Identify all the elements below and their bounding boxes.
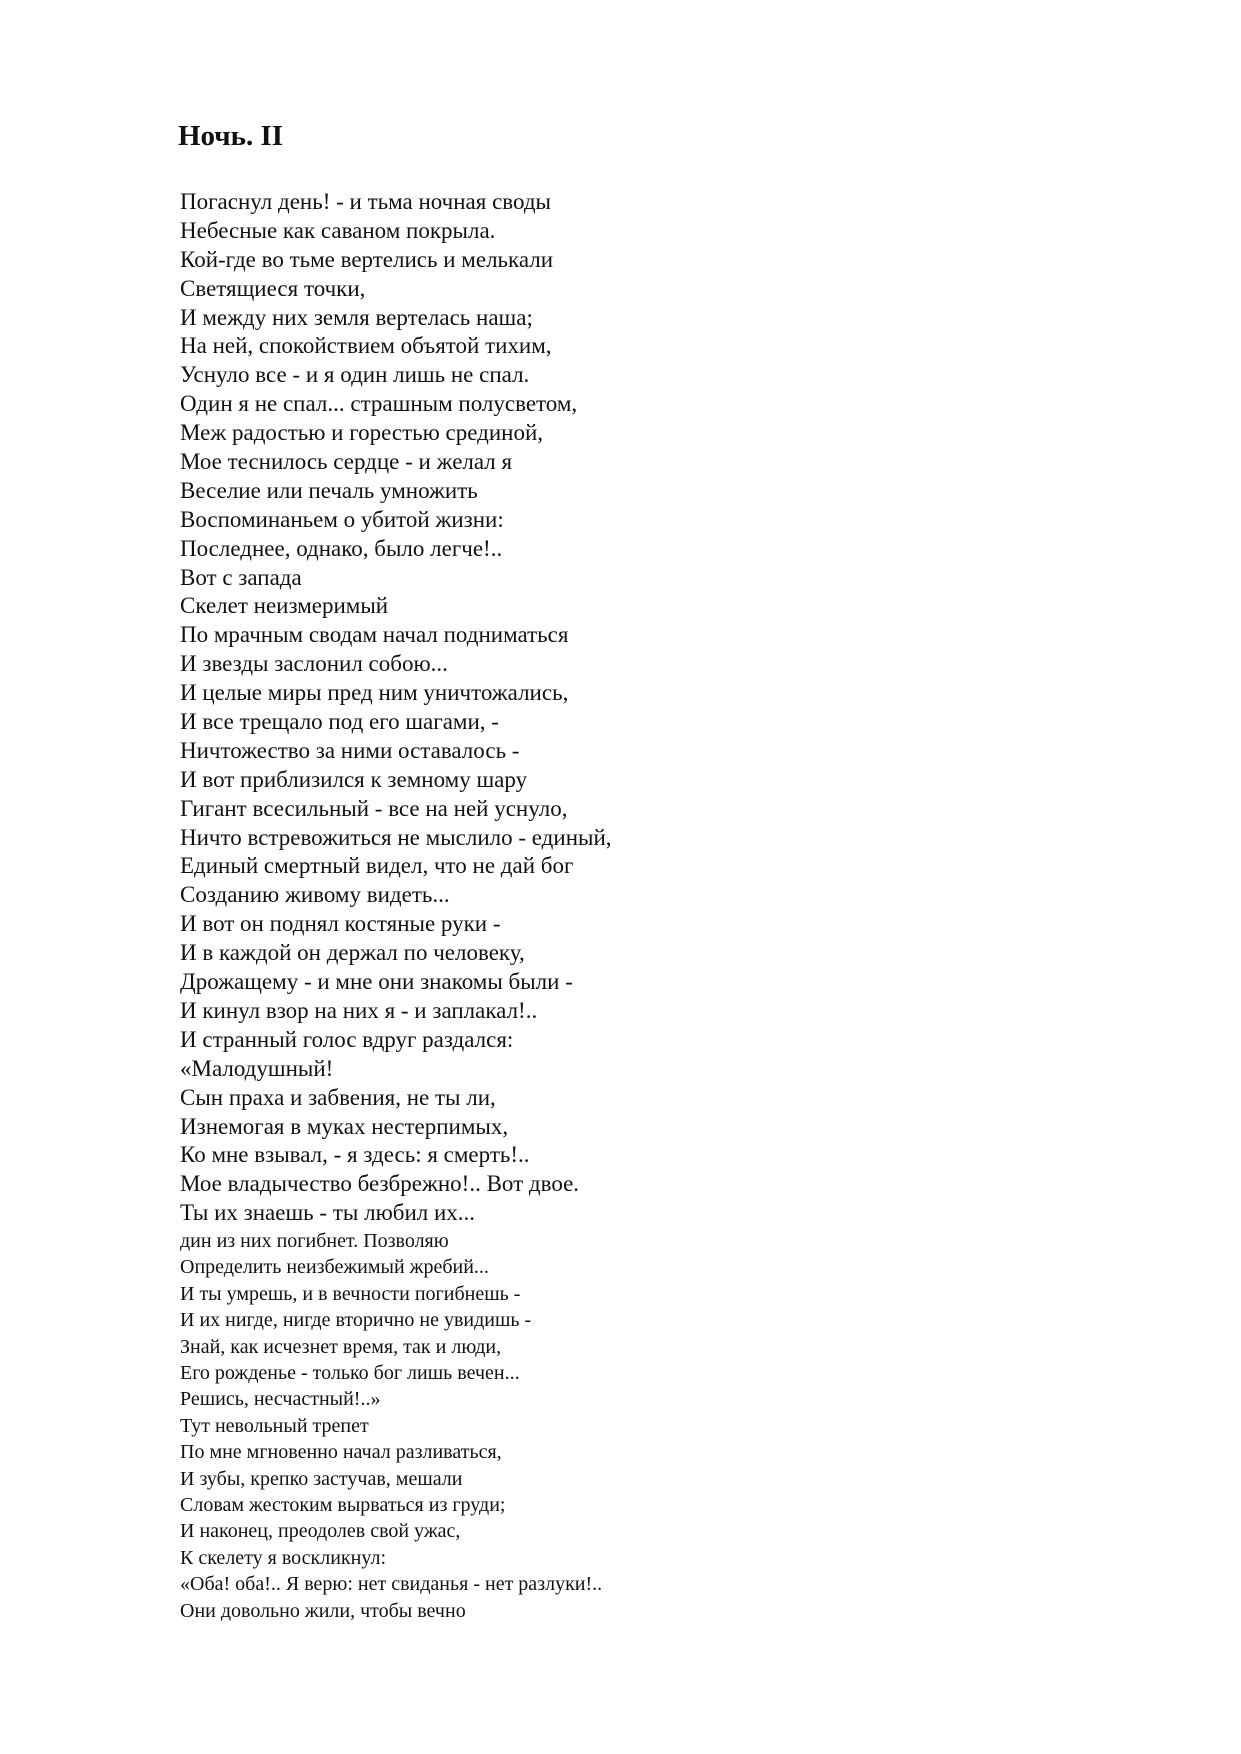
poem-line: Гигант всесильный - все на ней уснуло, [180,795,568,821]
poem-line: Ты их знаешь - ты любил их... [180,1200,476,1226]
poem-line: Погаснул день! - и тьма ночная своды [180,189,551,214]
poem-line: «Малодушный! [180,1055,334,1081]
poem-line: Мое теснилось сердце - и желал я [180,449,513,475]
poem-line: Один я не спал... страшным полусветом, [180,391,578,417]
poem-line: Определить неизбежимый жребий... [180,1256,489,1279]
poem-line: И кинул взор на них я - и заплакал!.. [180,997,538,1023]
poem-line: И вот он поднял костяные руки - [180,911,501,937]
poem-line: «Оба! оба!.. Я верю: нет свиданья - нет разлуки!.. [180,1573,603,1596]
poem-body [180,188,1180,1624]
poem-line: Небесные как саваном покрыла. [180,217,496,243]
poem-line: И целые миры пред ним уничтожались, [180,680,569,706]
poem-line: Светящиеся точки, [180,275,366,301]
poem-line: И звезды заслонил собою... [180,651,448,677]
poem-line: Изнемогая в муках нестерпимых, [180,1113,509,1139]
poem-line: Ничто встревожиться не мыслило - единый, [180,824,612,850]
poem-line: Они довольно жили, чтобы вечно [180,1599,466,1622]
poem-line: И зубы, крепко застучав, мешали [180,1467,463,1490]
poem-line: И наконец, преодолев свой ужас, [180,1520,461,1543]
poem-line: И их нигде, нигде вторично не увидишь - [180,1309,532,1332]
poem-line: Веселие или печаль умножить [180,477,478,503]
poem-line: И все трещало под его шагами, - [180,709,499,735]
poem-line: К скелету я воскликнул: [180,1546,387,1569]
poem-line: Воспоминаньем о убитой жизни: [180,506,504,532]
poem-line: Вот с запада [180,564,302,590]
poem-line: Сын праха и забвения, не ты ли, [180,1084,496,1110]
poem-line: И странный голос вдруг раздался: [180,1026,514,1052]
poem-line: И вот приблизился к земному шару [180,766,528,792]
poem-line: Кой-где во тьме вертелись и мелькали [180,246,554,272]
poem-line: Ко мне взывал, - я здесь: я смерть!.. [180,1142,530,1168]
poem-line: Меж радостью и горестью срединой, [180,420,544,446]
poem-line: И между них земля вертелась наша; [180,304,533,330]
poem-line: Знай, как исчезнет время, так и люди, [180,1335,502,1358]
poem-line: Словам жестоким вырваться из груди; [180,1493,506,1516]
poem-line: И ты умрешь, и в вечности погибнешь - [180,1282,521,1305]
poem-line: Единый смертный видел, что не дай бог [180,853,574,879]
poem-line: Тут невольный трепет [180,1414,369,1437]
poem-line: Решись, несчастный!..» [180,1388,381,1411]
poem-title: Ночь. II [178,120,284,152]
poem-line: Последнее, однако, было легче!.. [180,535,503,561]
poem-line: На ней, спокойствием объятой тихим, [180,333,552,359]
poem-line: дин из них погибнет. Позволяю [180,1230,449,1253]
poem-line: Скелет неизмеримый [180,593,389,619]
poem-line: Уснуло все - и я один лишь не спал. [180,362,530,388]
poem-line: И в каждой он держал по человеку, [180,940,525,966]
poem-line: По мне мгновенно начал разливаться, [180,1441,502,1464]
poem-line: По мрачным сводам начал подниматься [180,622,569,648]
poem-line: Созданию живому видеть... [180,882,450,908]
poem-line: Его рожденье - только бог лишь вечен... [180,1362,520,1385]
poem-line: Мое владычество безбрежно!.. Вот двое. [180,1171,580,1197]
poem-line: Ничтожество за ними оставалось - [180,737,520,763]
poem-line: Дрожащему - и мне они знакомы были - [180,969,573,995]
